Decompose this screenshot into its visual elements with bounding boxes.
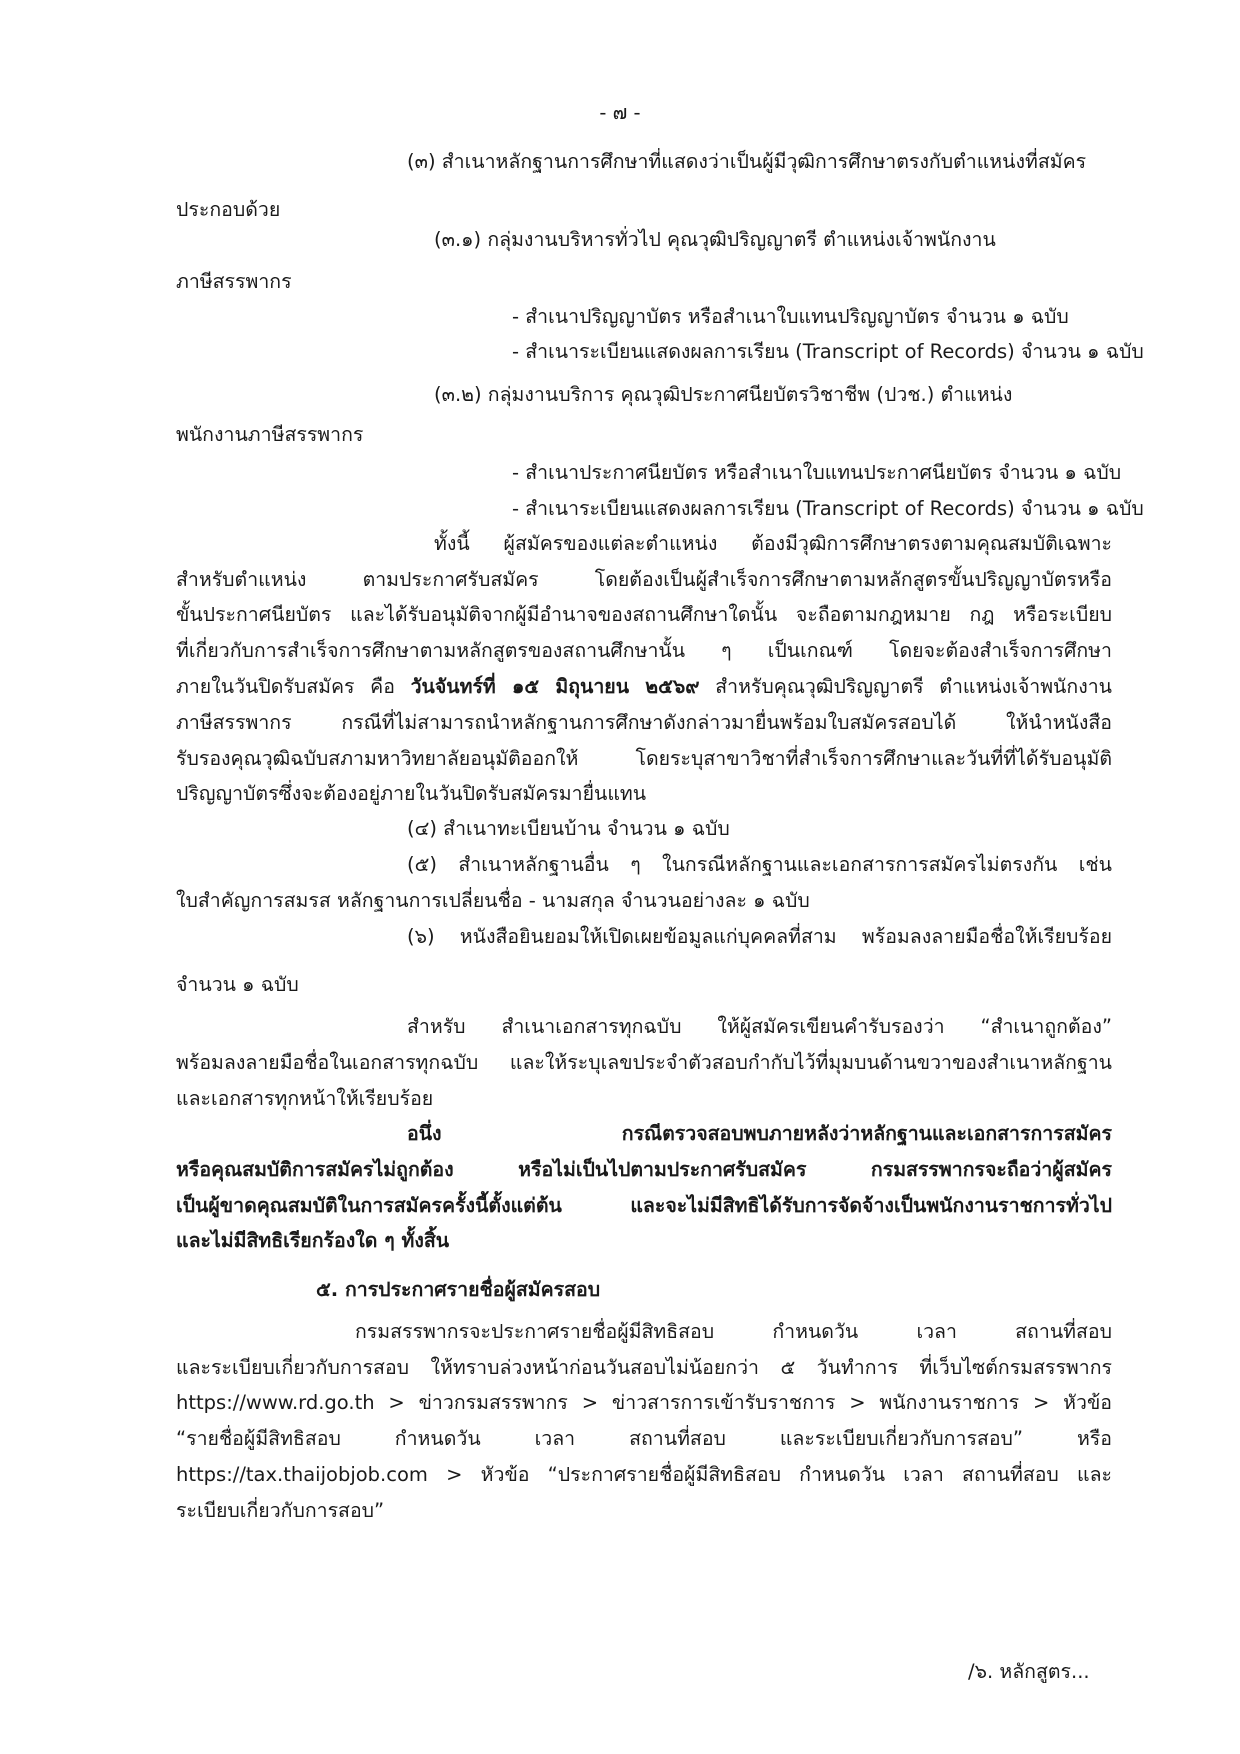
text-line: https://tax.thaijobjob.com > หัวข้อ “ประกาศรายชื่อผู้มีสิทธิสอบ กำหนดวัน เวลา สถานที่สอบ และ bbox=[176, 1463, 1112, 1486]
text-line: สำหรับ สำเนาเอกสารทุกฉบับ ให้ผู้สมัครเขียนคำรับรองว่า “สำเนาถูกต้อง” bbox=[407, 1015, 1112, 1038]
text-line: กรมสรรพากรจะประกาศรายชื่อผู้มีสิทธิสอบ กำหนดวัน เวลา สถานที่สอบ bbox=[355, 1320, 1112, 1343]
text-line: ใบสำคัญการสมรส หลักฐานการเปลี่ยนชื่อ - นามสกุล จำนวนอย่างละ ๑ ฉบับ bbox=[176, 889, 810, 912]
text-line: สำหรับตำแหน่ง ตามประกาศรับสมัคร โดยต้องเป็นผู้สำเร็จการศึกษาตามหลักสูตรขั้นปริญญาบัตรหรือ bbox=[176, 568, 1112, 591]
text-line: ภาษีสรรพากร bbox=[176, 270, 292, 293]
text-line: ที่เกี่ยวกับการสำเร็จการศึกษาตามหลักสูตรของสถานศึกษานั้น ๆ เป็นเกณฑ์ โดยจะต้องสำเร็จการศึกษา bbox=[176, 639, 1112, 662]
text-line: https://www.rd.go.th > ข่าวกรมสรรพากร > ข่าวสารการเข้ารับราชการ > พนักงานราชการ > หัวข้อ bbox=[176, 1391, 1112, 1414]
section-heading: ๕. การประกาศรายชื่อผู้สมัครสอบ bbox=[316, 1278, 601, 1301]
text-line: พร้อมลงลายมือชื่อในเอกสารทุกฉบับ และให้ระบุเลขประจำตัวสอบกำกับไว้ที่มุมบนด้านขวาของสำเนาหลักฐาน bbox=[176, 1051, 1112, 1074]
text-line-bold: หรือคุณสมบัติการสมัครไม่ถูกต้อง หรือไม่เป็นไปตามประกาศรับสมัคร กรมสรรพากรจะถือว่าผู้สมัคร bbox=[176, 1158, 1112, 1181]
text-line: พนักงานภาษีสรรพากร bbox=[176, 423, 364, 446]
text-line: (๕) สำเนาหลักฐานอื่น ๆ ในกรณีหลักฐานและเอกสารการสมัครไม่ตรงกัน เช่น bbox=[407, 853, 1112, 876]
text-line: และระเบียบเกี่ยวกับการสอบ ให้ทราบล่วงหน้าก่อนวันสอบไม่น้อยกว่า ๕ วันทำการ ที่เว็บไซต์กรมสรรพากร bbox=[176, 1356, 1112, 1379]
text-line: (๓.๒) กลุ่มงานบริการ คุณวุฒิประกาศนียบัตรวิชาชีพ (ปวช.) ตำแหน่ง bbox=[434, 383, 1013, 406]
page-number: - ๗ - bbox=[599, 101, 641, 124]
text-line: ภาษีสรรพากร กรณีที่ไม่สามารถนำหลักฐานการศึกษาดังกล่าวมายื่นพร้อมใบสมัครสอบได้ ให้นำหนังสือ bbox=[176, 711, 1112, 734]
continuation-note: /๖. หลักสูตร... bbox=[968, 1660, 1090, 1683]
text-line: จำนวน ๑ ฉบับ bbox=[176, 973, 299, 996]
text-line: - สำเนาปริญญาบัตร หรือสำเนาใบแทนปริญญาบัตร จำนวน ๑ ฉบับ bbox=[512, 305, 1069, 328]
deadline-date: วันจันทร์ที่ ๑๕ มิถุนายน ๒๕๖๙ bbox=[410, 675, 700, 698]
text-line-bold: และไม่มีสิทธิเรียกร้องใด ๆ ทั้งสิ้น bbox=[176, 1229, 450, 1252]
text-line: ภายในวันปิดรับสมัคร คือ วันจันทร์ที่ ๑๕ มิถุนายน ๒๕๖๙ สำหรับคุณวุฒิปริญญาตรี ตำแหน่งเจ้าพนักงาน bbox=[176, 675, 1112, 698]
text-line: ปริญญาบัตรซึ่งจะต้องอยู่ภายในวันปิดรับสมัครมายื่นแทน bbox=[176, 782, 647, 805]
text-line: - สำเนาประกาศนียบัตร หรือสำเนาใบแทนประกาศนียบัตร จำนวน ๑ ฉบับ bbox=[512, 461, 1122, 484]
text-line: รับรองคุณวุฒิฉบับสภามหาวิทยาลัยอนุมัติออกให้ โดยระบุสาขาวิชาที่สำเร็จการศึกษาและวันที่ที่ได้รับอนุมัติ bbox=[176, 747, 1112, 770]
text-line: (๓.๑) กลุ่มงานบริหารทั่วไป คุณวุฒิปริญญาตรี ตำแหน่งเจ้าพนักงาน bbox=[434, 228, 996, 251]
text-line: ขั้นประกาศนียบัตร และได้รับอนุมัติจากผู้มีอำนาจของสถานศึกษาใดนั้น จะถือตามกฎหมาย กฎ หรือระเบียบ bbox=[176, 603, 1112, 626]
text-line: - สำเนาระเบียนแสดงผลการเรียน (Transcript of Records) จำนวน ๑ ฉบับ bbox=[512, 340, 1144, 363]
text-line: (๔) สำเนาทะเบียนบ้าน จำนวน ๑ ฉบับ bbox=[407, 817, 730, 840]
text-line: “รายชื่อผู้มีสิทธิสอบ กำหนดวัน เวลา สถานที่สอบ และระเบียบเกี่ยวกับการสอบ” หรือ bbox=[176, 1427, 1112, 1450]
text-line: (๖) หนังสือยินยอมให้เปิดเผยข้อมูลแก่บุคคลที่สาม พร้อมลงลายมือชื่อให้เรียบร้อย bbox=[407, 925, 1112, 948]
text-line: และเอกสารทุกหน้าให้เรียบร้อย bbox=[176, 1087, 434, 1110]
text-line: (๓) สำเนาหลักฐานการศึกษาที่แสดงว่าเป็นผู้มีวุฒิการศึกษาตรงกับตำแหน่งที่สมัคร bbox=[407, 150, 1087, 173]
text-line: ระเบียบเกี่ยวกับการสอบ” bbox=[176, 1499, 385, 1522]
text-line: ประกอบด้วย bbox=[176, 198, 281, 221]
text-line-bold: เป็นผู้ขาดคุณสมบัติในการสมัครครั้งนี้ตั้งแต่ต้น และจะไม่มีสิทธิได้รับการจัดจ้างเป็นพนักงานราชการทั่วไป bbox=[176, 1194, 1112, 1217]
text-line: - สำเนาระเบียนแสดงผลการเรียน (Transcript of Records) จำนวน ๑ ฉบับ bbox=[512, 497, 1144, 520]
text-line: ทั้งนี้ ผู้สมัครของแต่ละตำแหน่ง ต้องมีวุฒิการศึกษาตรงตามคุณสมบัติเฉพาะ bbox=[434, 532, 1112, 555]
text-line-bold: อนึ่ง กรณีตรวจสอบพบภายหลังว่าหลักฐานและเอกสารการสมัคร bbox=[407, 1122, 1112, 1145]
